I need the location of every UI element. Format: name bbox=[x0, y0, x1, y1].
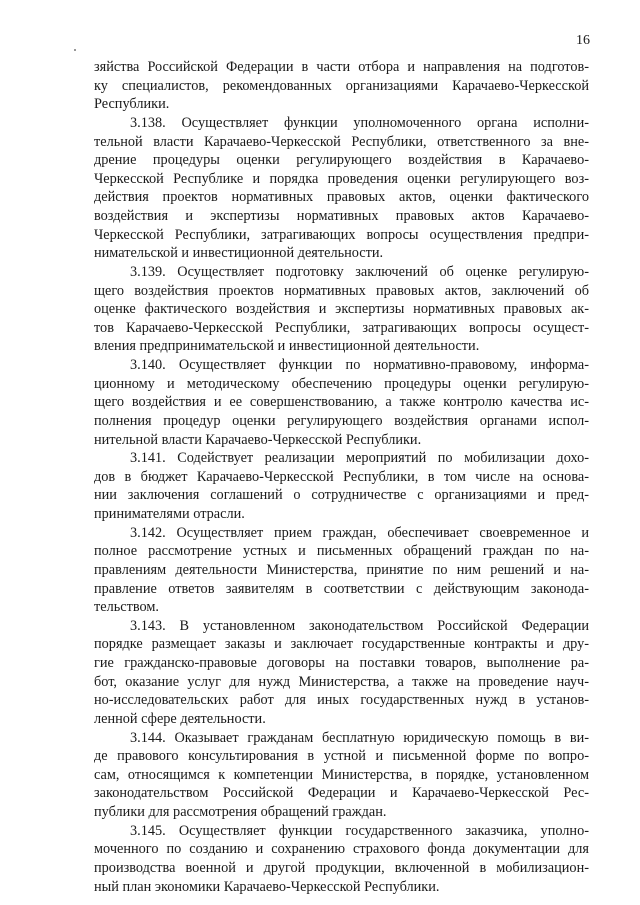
text-line: дрение процедуры оценки регулирующего воздействия в Карачаево- bbox=[94, 152, 589, 169]
text-line: правлениям деятельности Министерства, принятие по ним решений и на- bbox=[94, 561, 589, 578]
text-line: 3.143. В установленном законодательством Российской Федерации bbox=[130, 617, 589, 634]
text-line: нии заключения соглашений о сотрудничестве с организациями и пред- bbox=[94, 487, 589, 504]
scan-speck bbox=[74, 49, 76, 51]
text-line: 3.142. Осуществляет прием граждан, обеспечивает своевременное и bbox=[130, 524, 589, 541]
text-line: действия проектов нормативных правовых актов, оценки фактического bbox=[94, 189, 589, 206]
page-number: 16 bbox=[576, 33, 590, 48]
text-line: ленной сфере деятельности. bbox=[94, 710, 266, 727]
text-line: моченного по созданию и сохранению страхового фонда документации для bbox=[94, 841, 589, 858]
text-line: законодательством Российской Федерации и Карачаево-Черкесской Рес- bbox=[94, 785, 589, 802]
text-line: 3.139. Осуществляет подготовку заключений об оценке регулирую- bbox=[130, 263, 589, 280]
text-line: Республики. bbox=[94, 96, 170, 113]
text-line: тельством. bbox=[94, 599, 159, 616]
text-line: Черкесской Республике и порядка проведения оценки регулирующего воз- bbox=[94, 170, 589, 187]
text-line: Черкесской Республики, затрагивающих вопросы осуществления предпри- bbox=[94, 226, 589, 243]
text-line: щего воздействия и ее совершенствованию, а также контролю качества ис- bbox=[94, 394, 589, 411]
text-line: сам, относящимся к компетенции Министерства, в порядке, установленном bbox=[94, 766, 589, 783]
text-line: тельной власти Карачаево-Черкесской Республики, ответственного за вне- bbox=[94, 133, 589, 150]
text-line: производства военной и другой продукции, включенной в мобилизацион- bbox=[94, 859, 589, 876]
text-line: правление ответов заявителям в соответствии с действующим законода- bbox=[94, 580, 589, 597]
text-line: порядке размещает заказы и заключает государственные контракты и дру- bbox=[94, 636, 589, 653]
text-line: 3.144. Оказывает гражданам бесплатную юридическую помощь в ви- bbox=[130, 729, 589, 746]
text-line: ционному и методическому обеспечению процедуры оценки регулирую- bbox=[94, 375, 589, 392]
document-body bbox=[94, 58, 589, 896]
text-line: тов Карачаево-Черкесской Республики, затрагивающих вопросы осущест- bbox=[94, 319, 589, 336]
text-line: гие гражданско-правовые договоры на поставки товаров, выполнение ра- bbox=[94, 655, 589, 671]
text-line: принимателями отрасли. bbox=[94, 506, 245, 522]
text-line: щего воздействия проектов нормативных правовых актов, заключений об bbox=[94, 282, 589, 299]
text-line: оценке фактического воздействия и экспертизы нормативных правовых ак- bbox=[94, 301, 589, 318]
text-line: воздействия и экспертизы нормативных правовых актов Карачаево- bbox=[94, 208, 589, 224]
text-line: бот, оказание услуг для нужд Министерства, а также на проведение науч- bbox=[94, 673, 589, 690]
text-line: де правового консультирования в устной и письменной форме по вопро- bbox=[94, 748, 589, 765]
text-line: полное рассмотрение устных и письменных обращений граждан по на- bbox=[94, 543, 589, 560]
text-line: ный план экономики Карачаево-Черкесской Республики. bbox=[94, 878, 440, 895]
text-line: публики для рассмотрения обращений граждан. bbox=[94, 804, 387, 820]
text-line: нительной власти Карачаево-Черкесской Республики. bbox=[94, 431, 422, 448]
text-line: 3.140. Осуществляет функции по нормативно-правовому, информа- bbox=[130, 357, 589, 373]
text-line: 3.145. Осуществляет функции государственного заказчика, уполно- bbox=[130, 822, 589, 839]
text-line: дов в бюджет Карачаево-Черкесской Республики, в том числе на основа- bbox=[94, 468, 589, 485]
text-line: но-исследовательских работ для иных государственных нужд в установ- bbox=[94, 692, 589, 709]
text-line: полнения процедур оценки регулирующего воздействия органами испол- bbox=[94, 412, 589, 429]
text-line: ку специалистов, рекомендованных организациями Карачаево-Черкесской bbox=[94, 77, 589, 94]
text-line: вления предпринимательской и инвестиционной деятельности. bbox=[94, 338, 480, 355]
text-line: зяйства Российской Федерации в части отбора и направления на подготов- bbox=[94, 59, 589, 75]
text-line: нимательской и инвестиционной деятельности. bbox=[94, 245, 384, 262]
text-line: 3.138. Осуществляет функции уполномоченного органа исполни- bbox=[130, 114, 589, 131]
text-line: 3.141. Содействует реализации мероприятий по мобилизации дохо- bbox=[130, 450, 589, 467]
